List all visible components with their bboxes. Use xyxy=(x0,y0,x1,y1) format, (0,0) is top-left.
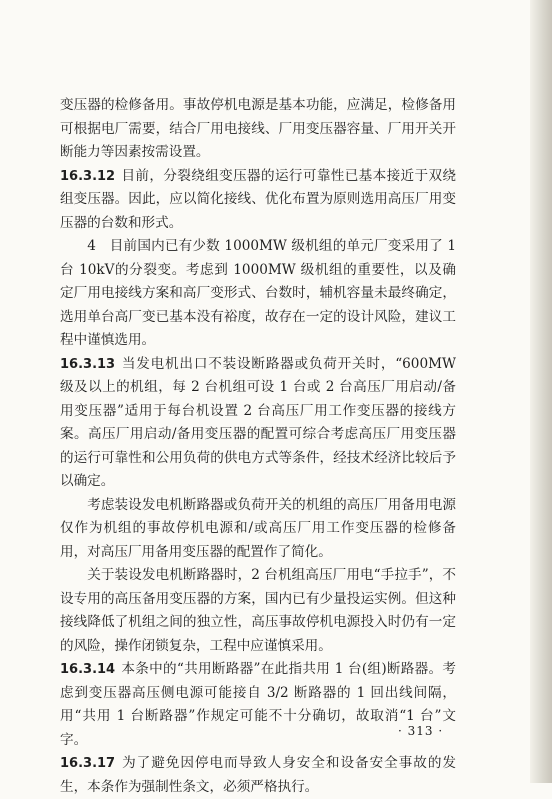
clause-number: 16.3.13 xyxy=(60,356,116,372)
paragraph-text: 当发电机出口不装设断路器或负荷开关时，“600MW 级及以上的机组，每 2 台机组可设 1 台或 2 台高压厂用启动/备用变压器”适用于每台机设置 2 台高压厂用工作变压器的接线方案。高压厂用启动/备用变压器的配置可综合考虑高压厂用变压器的运行可靠性和公用负荷的供电方式等条件，经技术经济比较后予以确定。 xyxy=(60,355,456,489)
paragraph-text: 变压器的检修备用。事故停机电源是基本功能，应满足，检修备用可根据电厂需要，结合厂用电接线、厂用变压器容量、厂用开关开断能力等因素按需设置。 xyxy=(60,97,456,160)
document-body xyxy=(60,94,456,799)
page-edge xyxy=(530,0,552,783)
paragraph-text: 考虑装设发电机断路器或负荷开关的机组的高压厂用备用电源仅作为机组的事故停机电源和/或高压厂用工作变压器的检修备用，对高压厂用备用变压器的配置作了简化。 xyxy=(60,496,456,560)
page-number: · 313 · xyxy=(398,724,444,738)
clause-number: 16.3.17 xyxy=(60,756,116,771)
paragraph xyxy=(60,235,456,353)
paragraph xyxy=(60,353,456,494)
paragraph xyxy=(60,494,456,565)
paragraph xyxy=(60,94,456,165)
clause-number: 16.3.12 xyxy=(60,168,116,184)
paragraph xyxy=(60,658,456,752)
paragraph xyxy=(60,165,456,236)
paragraph-text: 4 目前国内已有少数 1000MW 级机组的单元厂变采用了 1 台 10kV的分裂变。考虑到 1000MW 级机组的重要性，以及确定厂用电接线方案和高厂变形式、台数时，辅机容量未最终确定，选用单台高厂变已基本没有裕度，故存在一定的设计风险，建议工程中谨慎选用。 xyxy=(60,238,456,348)
paragraph-text: 关于装设发电机断路器时，2 台机组高压厂用电“手拉手”，不设专用的高压备用变压器的方案，国内已有少量投运实例。但这种接线降低了机组之间的独立性，高压事故停机电源投入时仍有一定的风险，操作闭锁复杂，工程中应谨慎采用。 xyxy=(60,567,456,654)
paragraph-text: 本条中的“共用断路器”在此指共用 1 台(组)断路器。考虑到变压器高压侧电源可能接自 3/2 断路器的 1 回出线间隔，用“共用 1 台断路器”作规定可能不十分确切，故取消“1 台”文字。 xyxy=(60,661,456,748)
paragraph-text: 目前，分裂绕组变压器的运行可靠性已基本接近于双绕组变压器。因此，应以简化接线、优化布置为原则选用高压厂用变压器的台数和形式。 xyxy=(60,167,456,231)
clause-number: 16.3.14 xyxy=(60,662,116,677)
paragraph xyxy=(60,752,456,799)
paragraph-text: 为了避免因停电而导致人身安全和设备安全事故的发生，本条作为强制性条文，必须严格执行。 xyxy=(60,755,456,795)
paragraph xyxy=(60,564,456,658)
